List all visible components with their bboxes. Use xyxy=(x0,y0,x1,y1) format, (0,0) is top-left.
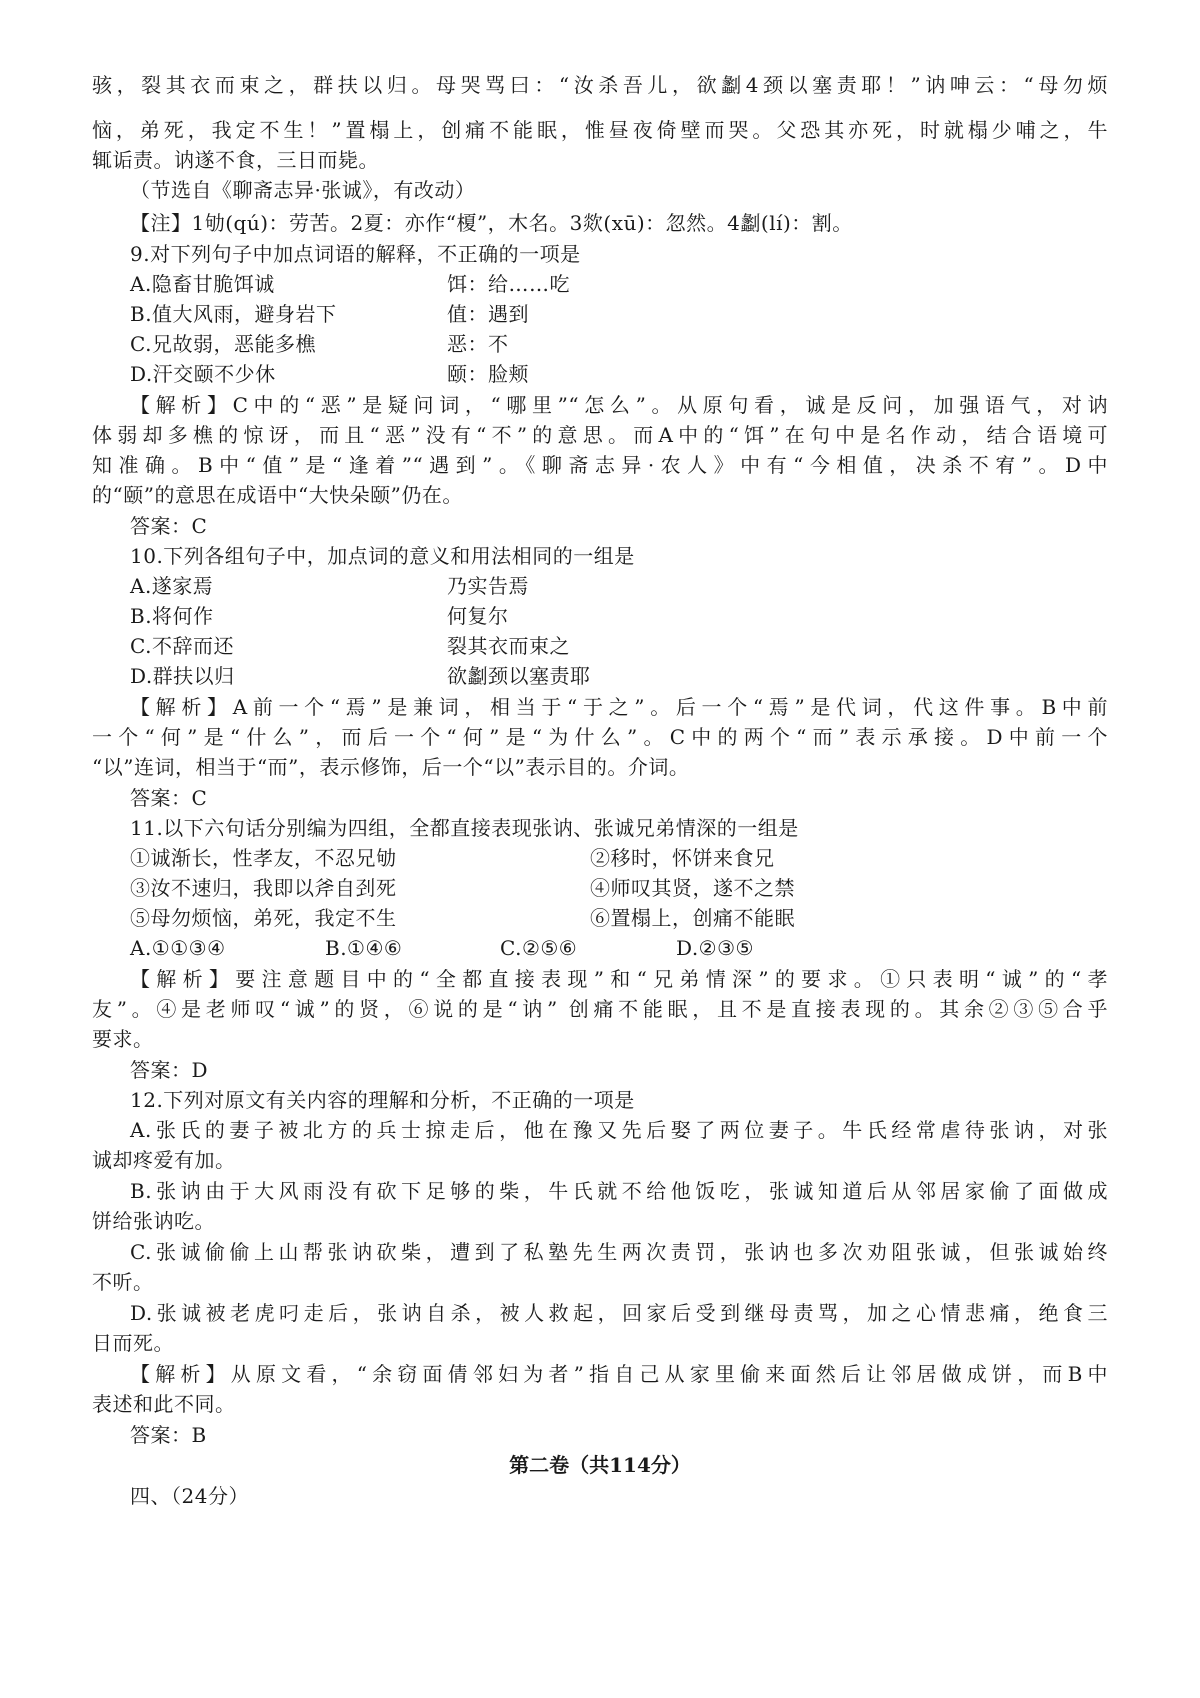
passage-note: 【注】1劬(qú)：劳苦。2夏：亦作“榎”，木名。3欻(xū)：忽然。4劙(lí)：割。 xyxy=(130,211,853,235)
q10-option-c-left: C.不辞而还 xyxy=(130,634,234,658)
part-four-heading: 四、（24分） xyxy=(130,1484,249,1508)
q9-gloss-d: 颐：脸颊 xyxy=(447,362,529,386)
passage-line: 辄诟责。讷遂不食，三日而毙。 xyxy=(92,148,379,172)
q9-gloss-a: 饵：给……吃 xyxy=(447,272,570,296)
q11-item-1: ①诚渐长，性孝友，不忍兄劬 xyxy=(130,846,397,870)
q9-gloss-c: 恶：不 xyxy=(447,332,509,356)
q12-analysis-line: 表述和此不同。 xyxy=(92,1392,236,1416)
question-11-stem: 11.以下六句话分别编为四组，全都直接表现张讷、张诚兄弟情深的一组是 xyxy=(130,816,799,840)
q9-analysis-line: 【解析】C中的“恶”是疑问词，“哪里”“怎么”。从原句看，诚是反问，加强语气，对讷 xyxy=(130,393,1108,417)
q12-option-b: B.张讷由于大风雨没有砍下足够的柴，牛氏就不给他饭吃，张诚知道后从邻居家偷了面做成 xyxy=(130,1179,1108,1203)
q12-option-a-cont: 诚却疼爱有加。 xyxy=(92,1148,236,1172)
q11-item-2: ②移时，怀饼来食兄 xyxy=(590,846,775,870)
q9-option-a: A.隐畜甘脆饵诚 xyxy=(130,272,275,296)
q11-item-4: ④师叹其贤，遂不之禁 xyxy=(590,876,795,900)
q11-answer: 答案：D xyxy=(130,1058,209,1082)
q9-analysis-line: 体弱却多樵的惊讶，而且“恶”没有“不”的意思。而A中的“饵”在句中是名作动，结合语境可 xyxy=(92,423,1108,447)
q11-analysis-line: 友”。④是老师叹“诚”的贤，⑥说的是“讷” 创痛不能眠，且不是直接表现的。其余②③⑤合乎 xyxy=(92,997,1108,1021)
passage-line: 骇，裂其衣而束之，群扶以归。母哭骂曰：“汝杀吾儿，欲劙4颈以塞责耶！”讷呻云：“母勿烦 xyxy=(92,73,1108,97)
q11-analysis-line: 【解析】要注意题目中的“全都直接表现”和“兄弟情深”的要求。①只表明“诚”的“孝 xyxy=(130,967,1108,991)
q9-option-b: B.值大风雨，避身岩下 xyxy=(130,302,337,326)
passage-line: 恼，弟死，我定不生！”置榻上，创痛不能眠，惟昼夜倚壁而哭。父恐其亦死，时就榻少哺之，牛 xyxy=(92,118,1108,142)
q11-choice-d: D.②③⑤ xyxy=(676,936,754,960)
q12-option-c-cont: 不听。 xyxy=(92,1270,154,1294)
q11-analysis-line: 要求。 xyxy=(92,1027,154,1051)
q12-option-c: C.张诚偷偷上山帮张讷砍柴，遭到了私塾先生两次责罚，张讷也多次劝阻张诚，但张诚始终 xyxy=(130,1240,1108,1264)
q12-option-d: D.张诚被老虎叼走后，张讷自杀，被人救起，回家后受到继母责骂，加之心情悲痛，绝食三 xyxy=(130,1301,1108,1325)
q11-choice-b: B.①④⑥ xyxy=(325,936,403,960)
q9-answer: 答案：C xyxy=(130,514,208,538)
q10-option-d-right: 欲劙颈以塞责耶 xyxy=(447,664,591,688)
passage-source: （节选自《聊斋志异·张诚》，有改动） xyxy=(130,178,476,202)
q9-analysis-line: 知准确。B中“值”是“逢着”“遇到”。《聊斋志异·农人》中有“今相值，决杀不宥”。D中 xyxy=(92,453,1108,477)
q10-analysis-line: 一个“何”是“什么”，而后一个“何”是“为什么”。C中的两个“而”表示承接。D中前一个 xyxy=(92,725,1108,749)
q10-analysis-line: 【解析】A前一个“焉”是兼词，相当于“于之”。后一个“焉”是代词，代这件事。B中前 xyxy=(130,695,1108,719)
q10-option-b-right: 何复尔 xyxy=(447,604,509,628)
question-9-stem: 9.对下列句子中加点词语的解释，不正确的一项是 xyxy=(130,242,581,266)
q12-option-a: A.张氏的妻子被北方的兵士掠走后，他在豫又先后娶了两位妻子。牛氏经常虐待张讷，对张 xyxy=(130,1118,1108,1142)
q10-option-d-left: D.群扶以归 xyxy=(130,664,235,688)
q11-item-6: ⑥置榻上，创痛不能眠 xyxy=(590,906,795,930)
q11-item-3: ③汝不速归，我即以斧自刭死 xyxy=(130,876,397,900)
section-title: 第二卷（共114分） xyxy=(509,1453,691,1477)
q9-gloss-b: 值：遇到 xyxy=(447,302,529,326)
q11-choice-c: C.②⑤⑥ xyxy=(500,936,578,960)
q9-analysis-line: 的“颐”的意思在成语中“大快朵颐”仍在。 xyxy=(92,483,463,507)
q12-analysis-line: 【解析】从原文看，“余窃面倩邻妇为者”指自己从家里偷来面然后让邻居做成饼，而B中 xyxy=(130,1362,1108,1386)
q10-analysis-line: “以”连词，相当于“而”，表示修饰，后一个“以”表示目的。介词。 xyxy=(92,755,690,779)
q9-option-d: D.汗交颐不少休 xyxy=(130,362,276,386)
q11-item-5: ⑤母勿烦恼，弟死，我定不生 xyxy=(130,906,397,930)
q10-option-b-left: B.将何作 xyxy=(130,604,214,628)
q12-answer: 答案：B xyxy=(130,1423,207,1447)
q10-answer: 答案：C xyxy=(130,786,208,810)
q10-option-c-right: 裂其衣而束之 xyxy=(447,634,570,658)
q9-option-c: C.兄故弱，恶能多樵 xyxy=(130,332,316,356)
q10-option-a-left: A.遂家焉 xyxy=(130,574,214,598)
q10-option-a-right: 乃实告焉 xyxy=(447,574,529,598)
q12-option-d-cont: 日而死。 xyxy=(92,1331,174,1355)
question-10-stem: 10.下列各组句子中，加点词的意义和用法相同的一组是 xyxy=(130,544,635,568)
q11-choice-a: A.①①③④ xyxy=(130,936,226,960)
question-12-stem: 12.下列对原文有关内容的理解和分析，不正确的一项是 xyxy=(130,1088,635,1112)
q12-option-b-cont: 饼给张讷吃。 xyxy=(92,1209,215,1233)
